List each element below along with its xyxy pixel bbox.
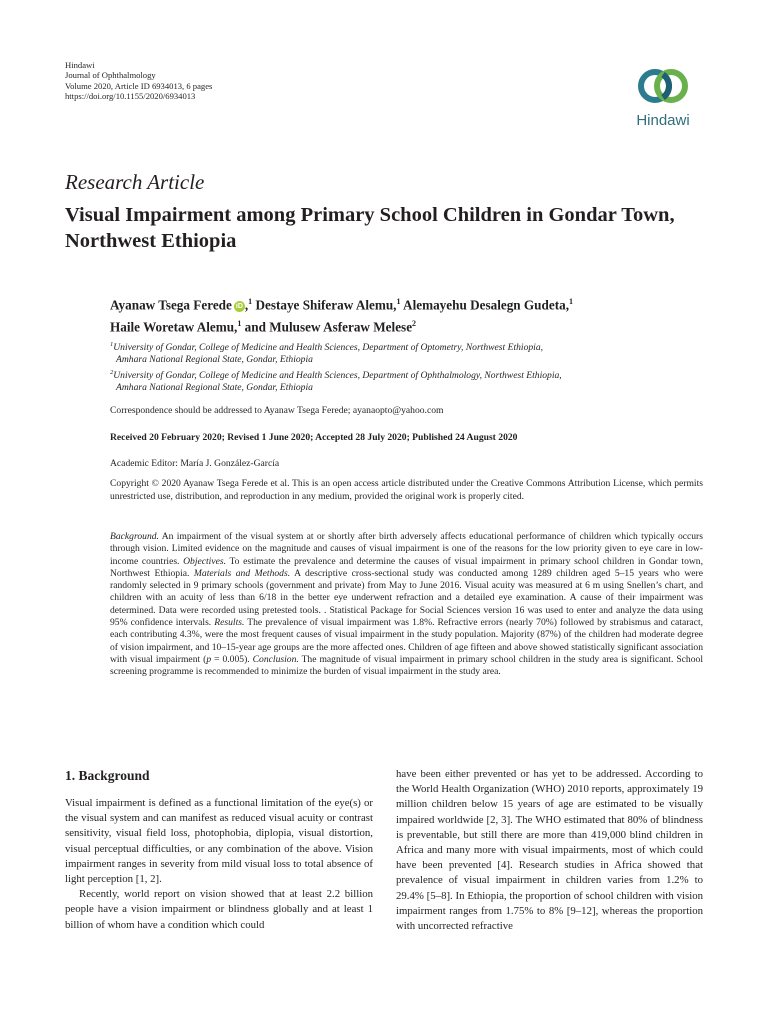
article-title: Visual Impairment among Primary School Children in Gondar Town, Northwest Ethiopia <box>65 204 675 252</box>
orcid-icon[interactable]: iD <box>235 303 243 311</box>
body-column-left <box>65 796 373 933</box>
doi-link[interactable]: https://doi.org/10.1155/2020/6934013 <box>65 91 196 102</box>
affiliation-item-cont: Amhara National Regional State, Gondar, Ethiopia <box>116 354 313 366</box>
publication-dates: Received 20 February 2020; Revised 1 June 2020; Accepted 28 July 2020; Published 24 August 2020 <box>110 432 518 443</box>
affiliation-marker: 2 <box>412 319 417 329</box>
copyright-notice: Copyright © 2020 Ayanaw Tsega Ferede et al. This is an open access article distributed under the Creative Commons Attribution License, which permits unrestricted use, distribution, and reproduction in any medium, provided the original work is properly cited. <box>110 478 703 502</box>
academic-editor: Academic Editor: María J. González-García <box>110 458 280 469</box>
hindawi-logo <box>628 62 698 134</box>
volume-info: Volume 2020, Article ID 6934013, 6 pages <box>65 80 213 91</box>
body-paragraph: Recently, world report on vision showed that at least 2.2 billion people have a vision impairment or blindness globally and at least 1 billion of whom have a condition which could <box>65 888 373 931</box>
author-list: Ayanaw Tsega Ferede iD ,$^1$ Destaye Shiferaw Alemu,$^1$ Alemayehu Desalegn Gudeta,$^1$ Haile Woretaw Alemu,$^1$ and Mulusew Asferaw Melese$^2$ <box>110 297 573 335</box>
author-name: Alemayehu Desalegn Gudeta, <box>400 297 569 313</box>
article-type: Research Article <box>65 170 205 194</box>
abstract-label-conclusion: Conclusion. <box>252 653 299 665</box>
abstract-label-objectives: Objectives. <box>183 555 226 567</box>
logo-text: Hindawi <box>636 112 690 129</box>
affiliation-marker: 1 <box>569 297 573 306</box>
affiliation-marker: 1 <box>237 319 242 329</box>
affiliation-marker: 1 <box>396 297 401 306</box>
affiliation-marker: 1 <box>248 297 253 306</box>
correspondence: Correspondence should be addressed to Ayanaw Tsega Ferede; ayanaopto@yahoo.com <box>110 405 444 416</box>
author-name: Haile Woretaw Alemu, <box>110 319 238 335</box>
affiliation-item: $^1$University of Gondar, College of Medicine and Health Sciences, Department of Optometry, Northwest Ethiopia, <box>110 341 544 354</box>
abstract-label-results: Results. <box>214 617 245 629</box>
affiliation-item-cont: Amhara National Regional State, Gondar, Ethiopia <box>116 382 313 394</box>
body-paragraph: Visual impairment is defined as a functional limitation of the eye(s) or the visual system and can manifest as reduced visual acuity or contrast sensitivity, visual field loss, photophobia, diplopia, visual distortion, visual perceptual difficulties, or any combination of the above. Vision impairment ranges in severity from mild visual loss to total absence of light perception [1, 2]. <box>65 797 373 886</box>
section-heading: 1. Background <box>65 768 150 783</box>
author-name: and Mulusew Asferaw Melese <box>241 319 413 335</box>
body-paragraph: have been either prevented or has yet to be addressed. According to the World Health Organization (WHO) 2010 reports, approximately 19 million children below 15 years of age are estimated to be visually impaired worldwide [2, 3]. The WHO estimated that 80% of blindness is preventable, but still there are more than 419,000 blind children in Africa and many more with visual impairments, most of which could have been prevented [4]. Research studies in Africa showed that prevalence of visual impairment in children varies from 1.2% to 29.4% [5–8]. In Ethiopia, the proportion of school children with vision impairment ranges from 1.75% to 8% [9–12], whereas the proportion with uncorrected refractive <box>396 768 703 933</box>
abstract-label-background: Background. <box>110 531 159 542</box>
abstract-label-methods: Materials and Methods. <box>193 567 291 579</box>
publisher-name: Hindawi <box>65 60 95 70</box>
author-name: Destaye Shiferaw Alemu, <box>252 297 397 313</box>
hindawi-logo-icon <box>628 62 698 112</box>
abstract: Background. An impairment of the visual system at or shortly after birth adversely affects educational performance of children which typically occurs through vision. Limited evidence on the magnitude and causes of visual impairment is one of the reasons for the low priority given to eye care in low-income countries. Objectives. To estimate the prevalence and determine the causes of visual impairment in primary school children in Gondar town, Northwest Ethiopia. Materials and Methods. A descriptive cross-sectional study was conducted among 1289 children aged 5–15 years who were randomly selected in 9 primary schools (government and private) from May to June 2016. Visual acuity was measured at 6 m using Snellen’s chart, and children with an acuity of less than 6/18 in the better eye underwent refraction and a detailed eye examination. A cause of their impairment was determined. Data were recorded using pretested tools. . Statistical Package for Social Sciences version 16 was used to enter and analyze the data using 95% confidence intervals. Results. The prevalence of visual impairment was 1.8%. Refractive errors (nearly 70%) followed by strabismus and cataract, each contributing 4.3%, were the most frequent causes of visual impairment in the study population. Majority (87%) of the children had moderate degree of vision impairment, and 10–15-year age groups are the more affected ones. Children of age fifteen and above showed statistically significant association with visual impairment (p = 0.005). Conclusion. The magnitude of visual impairment in primary school children in the study area is significant. School screening programme is recommended to minimize the burden of visual impairment in the study area. <box>110 531 704 678</box>
affiliation-item: $^2$University of Gondar, College of Medicine and Health Sciences, Department of Ophthalmology, Northwest Ethiopia, <box>110 368 562 381</box>
journal-name: Journal of Ophthalmology <box>65 70 156 81</box>
body-column-right <box>396 767 703 934</box>
journal-header <box>65 60 212 102</box>
author-name: Ayanaw Tsega Ferede <box>110 297 232 313</box>
affiliations <box>110 339 670 395</box>
